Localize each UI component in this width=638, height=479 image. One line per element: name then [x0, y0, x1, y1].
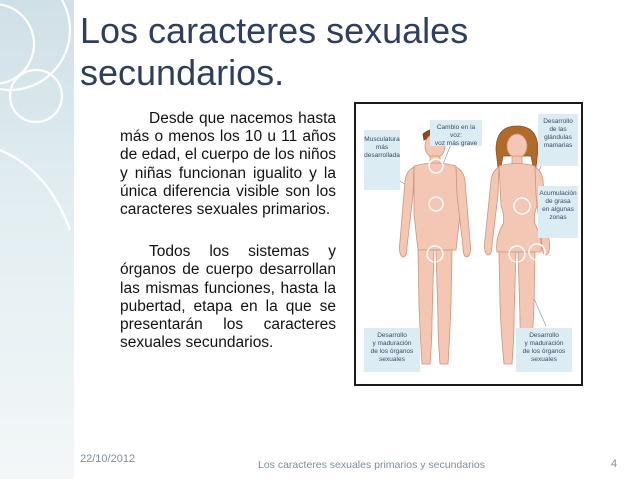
callout-line: desarrollada: [364, 152, 400, 159]
slide-title-line2: secundarios.: [80, 52, 285, 93]
callout-line: Desarrollo: [529, 332, 559, 339]
callout-line: zonas: [549, 214, 567, 221]
callout-line: de los órganos: [522, 348, 566, 355]
callout-line: Desarrollo: [377, 332, 407, 339]
callout-line: glándulas: [544, 134, 572, 141]
footer-title: Los caracteres sexuales primarios y secundarios: [258, 459, 486, 471]
footer-date: 22/10/2012: [80, 453, 136, 465]
callout-line: Cambio en la voz:: [436, 124, 476, 139]
paragraph-2: Todos los sistemas y órganos de cuerpo desarrollan las mismas funciones, hasta la pubertad, etapa en la que se presentarán los caracteres sexuales secundarios.: [120, 243, 336, 352]
callout-line: y maduración: [524, 340, 564, 347]
slide-title-line1: Los caracteres sexuales: [80, 10, 469, 51]
page-number: 4: [611, 458, 618, 470]
callout-line: Acumulación: [539, 190, 577, 197]
decorative-circles: [0, 0, 74, 479]
callout-line: de las: [549, 126, 567, 133]
callout-musculatura: [364, 130, 400, 190]
callout-line: de los órganos: [370, 348, 414, 355]
callout-line: en algunas: [542, 206, 574, 213]
callout-glandulas: [538, 114, 578, 166]
callout-organos-femeninos: [516, 328, 572, 372]
callout-voz: [430, 120, 482, 146]
callout-line: mamarias: [543, 142, 573, 149]
callout-line: voz más grave: [434, 140, 478, 147]
callout-organos-masculinos: [364, 328, 420, 372]
callout-line: sexuales: [531, 356, 557, 363]
callout-grasa: [538, 186, 578, 238]
callout-line: y maduración: [372, 340, 412, 347]
paragraph-1: Desde que nacemos hasta más o menos los 10 u 11 años de edad, el cuerpo de los niños y niñas funcionan igualito y la única diferencia visible son los caracteres sexuales primarios.: [120, 110, 336, 219]
callout-line: sexuales: [379, 356, 405, 363]
callout-line: de grasa: [545, 198, 571, 205]
callout-line: Musculatura: [364, 136, 400, 143]
callout-line: más: [375, 144, 389, 151]
body-text: [120, 110, 336, 376]
callout-line: Desarrollo: [543, 118, 573, 125]
slide-title: [80, 10, 560, 94]
body-illustration: [354, 102, 583, 386]
decorative-sidebar: [0, 0, 74, 479]
